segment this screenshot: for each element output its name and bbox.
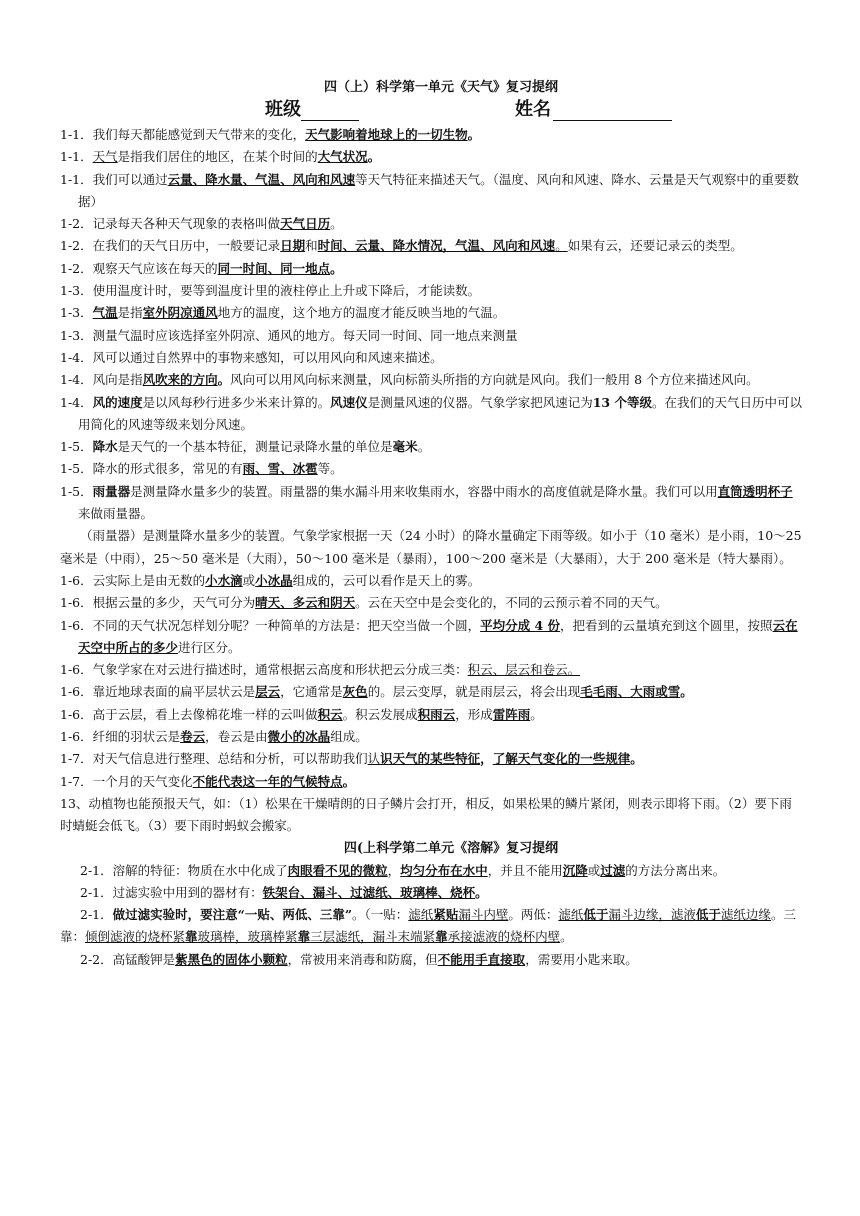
text-segment: ，需要用小匙来取。: [525, 951, 638, 967]
text-segment: 不能用手直接取: [437, 951, 526, 967]
text-segment: 同一时间、同一地点: [217, 260, 331, 276]
text-segment: 认: [367, 751, 381, 767]
text-segment: 是测量风速的仪器。气象学家把风速记为: [367, 394, 593, 410]
text-segment: 等天气特征来描述天气。（温度、风向和风速、降水、云量是天气观察中的重要数据）: [78, 171, 799, 209]
text-segment: 。: [560, 929, 573, 945]
outline-line: [60, 258, 802, 280]
text-segment: 1-7．一个月的天气变化: [60, 773, 193, 789]
text-segment: 2-2．高锰酸钾是: [80, 951, 176, 967]
outline-line: [60, 570, 802, 592]
text-segment: 识天气的某些特征: [380, 751, 481, 767]
text-segment: 。: [555, 238, 568, 254]
text-segment: 1-5．: [60, 439, 93, 455]
text-segment: 倾倒滤液的烧杯紧: [85, 929, 186, 945]
text-segment: 直筒透明杯子: [717, 483, 793, 499]
paragraph-rain-gauge: （雨量器）是测量降水量多少的装置。气象学家根据一天（24 小时）的降水量确定下雨等级。如小于（10 毫米）是小雨，10～25 毫米是（中雨），25～50 毫米是（大雨），50～100 毫米是（暴雨），100～200 毫米是（大暴雨），大于 200 毫米是（特大暴雨）。: [60, 528, 802, 566]
outline-line: [60, 860, 802, 882]
text-segment: ，形成: [455, 706, 493, 722]
text-segment: 组成。: [330, 729, 368, 745]
text-segment: 雷阵雨: [492, 706, 531, 722]
outline-line: [60, 347, 802, 369]
text-segment: 来做雨量器。: [78, 506, 154, 522]
outline-line: [60, 280, 802, 302]
text-segment: 或: [587, 862, 601, 878]
text-segment: 1-6．纤细的羽状云是: [60, 729, 181, 745]
outline-line: [60, 904, 802, 949]
text-segment: 风速仪: [330, 394, 368, 410]
text-segment: 室外阴凉通风: [142, 305, 218, 321]
document-page: [60, 78, 802, 971]
class-label: 班级: [265, 99, 301, 120]
text-segment: 平均分成 4 份: [480, 617, 561, 633]
text-segment: 云量、降水量、气温、风向和风速: [167, 171, 356, 187]
text-segment: 。在我们的天气日历中可以用简化的风速等级来划分风速。: [78, 394, 802, 432]
text-segment: 1-4．: [60, 394, 93, 410]
text-segment: 是指我们居住的地区，在某个时间的: [117, 149, 318, 165]
outline-line: [60, 681, 802, 703]
text-segment: 漏斗边缘，滤液: [608, 907, 696, 923]
text-segment: 积云、层云和卷云。: [467, 662, 581, 678]
text-segment: 低于: [695, 907, 721, 923]
outline-line: [60, 726, 802, 748]
text-segment: 。三靠：: [60, 907, 796, 945]
text-segment: 1-1．: [60, 149, 93, 165]
text-segment: 天气日历: [280, 216, 331, 232]
text-segment: 过滤: [600, 862, 626, 878]
text-segment: 。: [467, 127, 481, 142]
text-segment: 层云: [255, 684, 281, 700]
text-segment: 1-6．根据云量的多少，天气可分为: [60, 595, 256, 611]
text-segment: 1-3．使用温度计时，要等到温度计里的液柱停止上升或下降后，才能读数。: [60, 283, 481, 299]
text-segment: 降水: [92, 439, 118, 455]
text-segment: ，: [387, 862, 401, 878]
text-segment: 是指: [117, 305, 143, 321]
text-segment: 风吹来的方向: [142, 372, 218, 388]
outline-line: [60, 146, 802, 168]
text-segment: 靠: [297, 929, 311, 945]
text-segment: 沉降: [562, 862, 588, 878]
outline-line: [60, 458, 802, 480]
name-blank[interactable]: [553, 120, 672, 121]
text-segment: 地方的温度，这个地方的温度才能反映当地的气温。: [217, 305, 506, 321]
outline-line: [60, 235, 802, 257]
text-segment: 紧贴: [433, 907, 459, 923]
text-segment: 进行区分。: [178, 639, 241, 655]
text-segment: 2-1．过滤实验中用到的器材有：: [80, 884, 263, 900]
text-segment: 2-1．: [80, 907, 113, 923]
text-segment: 晴天、多云和阴天: [255, 595, 356, 611]
text-segment: 等。: [317, 461, 343, 477]
text-segment: 。: [475, 884, 488, 900]
text-segment: 雨量器: [92, 483, 131, 499]
outline-line: [60, 436, 802, 458]
text-segment: 小冰晶: [255, 572, 293, 588]
class-blank[interactable]: [301, 120, 359, 121]
text-segment: 毫米: [392, 439, 418, 455]
text-segment: 。: [417, 439, 431, 455]
unit1-lines-b: [60, 570, 802, 793]
text-segment: 了解天气变化的一些规律: [492, 751, 631, 767]
paragraph-animals-plants: 13、动植物也能预报天气，如：（1）松果在干燥晴朗的日子鳞片会打开，相反，如果松果的鳞片紧闭，则表示即将下雨。（2）要下雨时蜻蜓会低飞。（3）要下雨时蚂蚁会搬家。: [60, 795, 792, 834]
class-name-row: [60, 98, 802, 124]
doc-title-unit2: 四(上科学第二单元《溶解》复习提纲: [343, 840, 559, 856]
outline-line: [60, 124, 802, 146]
text-segment: 天气影响着地球上的一切生物: [305, 127, 468, 142]
text-segment: 铁架台、漏斗、过滤纸、玻璃棒、烧杯: [262, 884, 476, 900]
text-segment: 小水滴: [205, 572, 243, 588]
text-segment: 1-6．靠近地球表面的扁平层状云是: [60, 684, 256, 700]
name-label: 姓名: [515, 99, 551, 120]
outline-line: [60, 369, 802, 391]
text-segment: 1-5．: [60, 483, 93, 499]
text-segment: ，把看到的云量填充到这个圆里，按照: [560, 617, 773, 633]
text-segment: 雨、雪、冰雹: [242, 461, 318, 477]
text-segment: 气温: [92, 305, 118, 321]
text-segment: 。积云发展成: [342, 706, 418, 722]
text-segment: 或: [242, 572, 256, 588]
outline-line: [60, 771, 802, 793]
unit1-lines-a: [60, 124, 802, 525]
text-segment: 1-6．不同的天气状况怎样划分呢？一种简单的方法是：把天空当做一个圆，: [60, 617, 481, 633]
text-segment: 做过滤实验时，要注意“一贴、两低、三靠”: [112, 907, 353, 923]
outline-line: [60, 748, 802, 770]
text-segment: 滤纸: [558, 907, 584, 923]
text-segment: 的。层云变厚，就是雨层云，将会出现: [367, 684, 581, 700]
text-segment: 。（一贴：: [352, 907, 409, 923]
text-segment: 。: [530, 706, 543, 722]
text-segment: 日期: [280, 238, 306, 254]
text-segment: 是天气的一个基本特征，测量记录降水量的单位是: [117, 439, 393, 455]
text-segment: 低于: [583, 907, 609, 923]
text-segment: 13 个等级: [592, 394, 652, 410]
text-segment: 1-3．测量气温时应该选择室外阴凉、通风的地方。每天同一时间、同一地点来测量: [60, 327, 518, 343]
text-segment: ，卷云是由: [205, 729, 268, 745]
outline-line: [60, 659, 802, 681]
text-segment: 。云在天空中是会变化的，不同的云预示着不同的天气。: [355, 595, 668, 611]
text-segment: 1-6．气象学家在对云进行描述时，通常根据云高度和形状把云分成三类：: [60, 662, 468, 678]
text-segment: 1-6．高于云层，看上去像棉花堆一样的云叫做: [60, 706, 318, 722]
text-segment: 时间、云量、降水情况，气温、风向和风速: [317, 238, 556, 254]
text-segment: ，并且不能用: [487, 862, 563, 878]
text-segment: 。: [330, 260, 343, 276]
text-segment: 云在天空中所占的多少: [78, 617, 798, 655]
text-segment: 是以风每秒行进多少米来计算的。: [142, 394, 331, 410]
text-segment: 是测量降水量多少的装置。雨量器的集水漏斗用来收集雨水，容器中雨水的高度值就是降水量。我们可以用: [130, 483, 718, 499]
text-segment: 均匀分布在水中: [400, 862, 488, 878]
text-segment: 的方法分离出来。: [625, 862, 726, 878]
text-segment: 。: [680, 684, 693, 700]
text-segment: 卷云: [180, 729, 206, 745]
text-segment: 和: [305, 238, 318, 254]
outline-line: [60, 615, 802, 660]
text-segment: 玻璃棒，玻璃棒紧: [197, 929, 298, 945]
outline-line: [60, 592, 802, 614]
text-segment: 如果有云，还要记录云的类型。: [567, 238, 743, 254]
text-segment: 1-6．云实际上是由无数的: [60, 572, 206, 588]
outline-line: [60, 325, 802, 347]
text-segment: ，它通常是: [280, 684, 343, 700]
text-segment: 1-1．我们可以通过: [60, 171, 168, 187]
text-segment: 天气: [92, 149, 118, 165]
text-segment: 毛毛雨、大雨或雪: [580, 684, 681, 700]
text-segment: 承接滤液的烧杯内壁: [447, 929, 561, 945]
text-segment: 1-5．降水的形式很多，常见的有: [60, 461, 243, 477]
outline-line: [60, 704, 802, 726]
outline-line: [60, 949, 802, 971]
text-segment: 滤纸: [408, 907, 434, 923]
outline-line: [60, 169, 802, 214]
text-segment: 。: [367, 149, 381, 165]
text-segment: 风向可以用风向标来测量，风向标箭头所指的方向就是风向。我们一般用 8 个方位来描述风向。: [230, 372, 759, 388]
text-segment: 1-4．风可以通过自然界中的事物来感知，可以用风向和风速来描述。: [60, 349, 443, 365]
text-segment: 1-7．对天气信息进行整理、总结和分析，可以帮助我们: [60, 751, 368, 767]
text-segment: 积雨云: [417, 706, 456, 722]
text-segment: 靠: [185, 929, 198, 945]
outline-line: [60, 481, 802, 526]
text-segment: 。: [330, 216, 343, 232]
text-segment: 。: [342, 773, 356, 789]
text-segment: ，: [480, 751, 493, 767]
text-segment: 1-2．在我们的天气日历中，一般要记录: [60, 238, 281, 254]
unit2-lines: [60, 860, 802, 971]
text-segment: 靠: [435, 929, 448, 945]
text-segment: 。: [217, 372, 231, 388]
text-segment: ，常被用来消毒和防腐，但: [287, 951, 438, 967]
text-segment: 1-2．记录每天各种天气现象的表格叫做: [60, 216, 281, 232]
text-segment: 滤纸边缘: [720, 907, 771, 923]
outline-line: [60, 392, 802, 437]
outline-line: [60, 882, 802, 904]
text-segment: 积云: [317, 706, 343, 722]
text-segment: 1-1．我们每天都能感觉到天气带来的变化，: [60, 127, 306, 142]
text-segment: 紫黑色的固体小颗粒: [175, 951, 288, 967]
text-segment: 大气状况: [317, 149, 368, 165]
outline-line: [60, 213, 802, 235]
text-segment: 2-1．溶解的特征：物质在水中化成了: [80, 862, 288, 878]
outline-line: [60, 302, 802, 324]
doc-title-unit1: 四（上）科学第一单元《天气》复习提纲: [323, 80, 558, 95]
text-segment: 微小的冰晶: [267, 729, 331, 745]
text-segment: 肉眼看不见的微粒: [287, 862, 388, 878]
text-segment: 漏斗内壁: [458, 907, 509, 923]
text-segment: 组成的，云可以看作是天上的雾。: [292, 572, 481, 588]
text-segment: 。: [630, 751, 643, 767]
text-segment: 1-4．风向是指: [60, 372, 143, 388]
text-segment: 不能代表这一年的气候特点: [192, 773, 343, 789]
text-segment: 1-2．观察天气应该在每天的: [60, 260, 218, 276]
text-segment: 灰色: [342, 684, 368, 700]
text-segment: 。两低：: [508, 907, 559, 923]
text-segment: 三层滤纸，漏斗末端紧: [310, 929, 436, 945]
text-segment: 风的速度: [92, 394, 143, 410]
text-segment: 1-3．: [60, 305, 93, 321]
